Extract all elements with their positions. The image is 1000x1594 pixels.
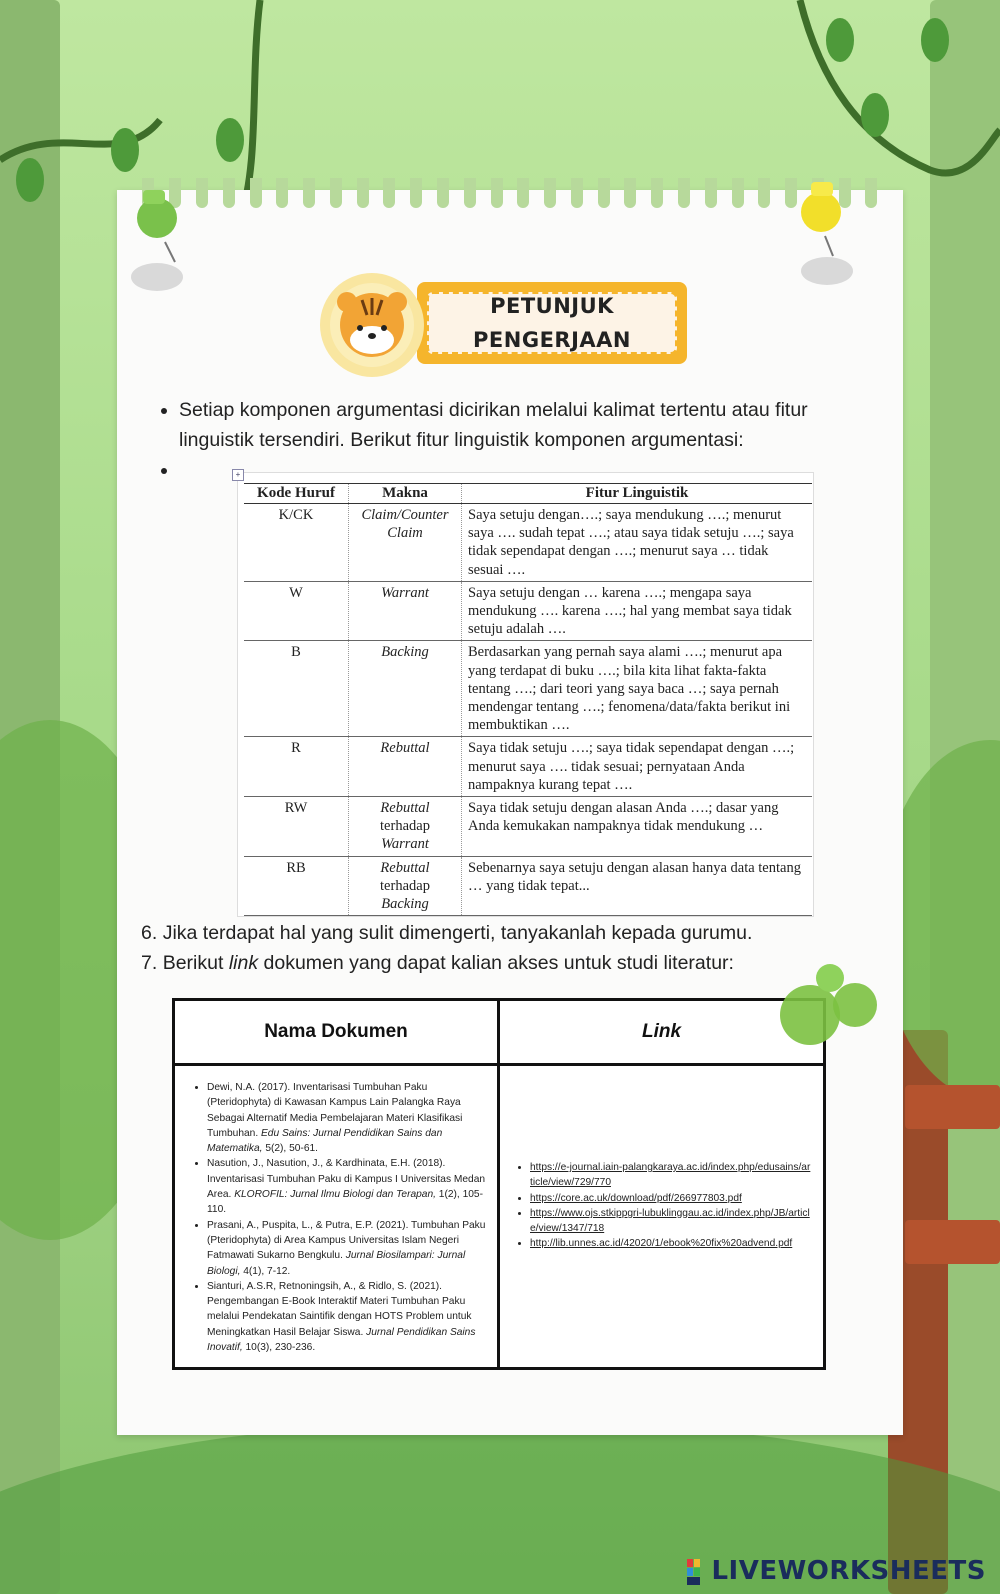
- step-6: 6. Jika terdapat hal yang sulit dimengerti, tanyakanlah kepada gurumu.: [141, 922, 753, 944]
- table-row: RW Rebuttal terhadap Warrant Saya tidak setuju dengan alasan Anda ….; dasar yang Anda kemukakan nampaknya tidak mendukung …: [244, 797, 812, 857]
- signpost: [905, 1085, 1000, 1129]
- table-row: B Backing Berdasarkan yang pernah saya alami ….; menurut apa yang terdapat di buku ….; bila kita lihat fakta-fakta tentang ….; dari teori yang saya baca …; saya pernah mendengar tentang ….; fenomena/data/fakta berikut ini membuktikan ….: [244, 641, 812, 737]
- document-link[interactable]: • http://lib.unnes.ac.id/42020/1/ebook%20fix%20advend.pdf: [530, 1236, 813, 1251]
- reference-item: • Sianturi, A.S.R, Retnoningsih, A., & Ridlo, S. (2021). Pengembangan E-Book Interaktif Materi Tumbuhan Paku melalui Pendekatan Saintifik dengan HOTS Problem untuk Meningkatkan Hasil Belajar Siswa. Jurnal Pendidikan Sains Inovatif, 10(3), 230-236.: [207, 1279, 487, 1355]
- table-row: W Warrant Saya setuju dengan … karena ….; mengapa saya mendukung …. karena ….; hal yang membat saya tidak setuju adalah ….: [244, 581, 812, 641]
- intro-bullet-1: • Setiap komponen argumentasi dicirikan melalui kalimat tertentu atau fitur linguistik tersendiri. Berikut fitur linguistik komponen argumentasi:: [179, 395, 877, 455]
- instructions-header: [307, 270, 687, 380]
- liveworksheets-brand: LIVEWORKSHEETS: [687, 1556, 986, 1586]
- document-link[interactable]: • https://core.ac.uk/download/pdf/266977803.pdf: [530, 1191, 813, 1206]
- document-link[interactable]: • https://e-journal.iain-palangkaraya.ac.id/index.php/edusains/article/view/729/770: [530, 1160, 813, 1191]
- step-7: 7. Berikut link dokumen yang dapat kalian akses untuk studi literatur:: [141, 952, 734, 974]
- notebook-rings: [117, 178, 903, 214]
- liveworksheets-logo-icon: [687, 1559, 707, 1585]
- worksheet-paper: [117, 190, 903, 1435]
- table-move-handle-icon[interactable]: +: [232, 469, 244, 481]
- round-leaves-icon: [770, 960, 890, 1050]
- references-column: [175, 1066, 500, 1370]
- reference-item: • Prasani, A., Puspita, L., & Putra, E.P. (2021). Tumbuhan Paku (Pteridophyta) di Area Kampus Universitas Islam Negeri Fatmawati Sukarno Bengkulu. Jurnal Biosilampari: Jurnal Biologi, 4(1), 7-12.: [207, 1218, 487, 1279]
- pushpin-green-icon: [127, 182, 197, 292]
- table-row: R Rebuttal Saya tidak setuju ….; saya tidak sependapat dengan ….; menurut saya …. tidak sesuai; pernyataan Anda nampaknya kurang tepat ….: [244, 737, 812, 797]
- col-header-makna: Makna: [349, 484, 462, 504]
- col-header-nama-dokumen: Nama Dokumen: [175, 1001, 500, 1063]
- document-link[interactable]: • https://www.ojs.stkippgri-lubuklinggau.ac.id/index.php/JB/article/view/1347/718: [530, 1206, 813, 1237]
- pushpin-yellow-icon: [787, 176, 857, 286]
- linguistic-features-table: [237, 472, 814, 917]
- numbered-steps: [141, 918, 752, 978]
- reference-documents-table: [172, 998, 826, 1370]
- reference-item: • Nasution, J., Nasution, J., & Kardhinata, E.H. (2018). Inventarisasi Tumbuhan Paku di Kampus I Universitas Medan Area. KLOROFIL: Jurnal Ilmu Biologi dan Terapan, 1(2), 105-110.: [207, 1156, 487, 1217]
- reference-item: • Dewi, N.A. (2017). Inventarisasi Tumbuhan Paku (Pteridophyta) di Kawasan Kampus Lain Palangka Raya Sebagai Alternatif Media Pembelajaran Materi Klasifikasi Tumbuhan. Edu Sains: Jurnal Pendidikan Sains dan Matematika, 5(2), 50-61.: [207, 1080, 487, 1156]
- table-row: RB Rebuttal terhadap Backing Sebenarnya saya setuju dengan alasan hanya data tentang … yang tidak tepat...: [244, 856, 812, 916]
- col-header-link: Link: [641, 1021, 682, 1042]
- signpost-lower: [905, 1220, 1000, 1264]
- col-header-code: Kode Huruf: [244, 484, 349, 504]
- header-title-line1: PETUNJUK: [490, 294, 614, 318]
- table-row: K/CK Claim/Counter Claim Saya setuju dengan….; saya mendukung ….; menurut saya …. sudah tepat ….; atau saya tidak setuju ….; saya tidak sependapat dengan ….; menurut saya … tidak sesuai ….: [244, 504, 812, 582]
- header-title-line2: PENGERJAAN: [473, 328, 631, 352]
- tiger-icon: [307, 270, 437, 380]
- header-banner: [417, 282, 687, 364]
- col-header-fitur: Fitur Linguistik: [462, 484, 813, 504]
- links-column: [500, 1066, 823, 1370]
